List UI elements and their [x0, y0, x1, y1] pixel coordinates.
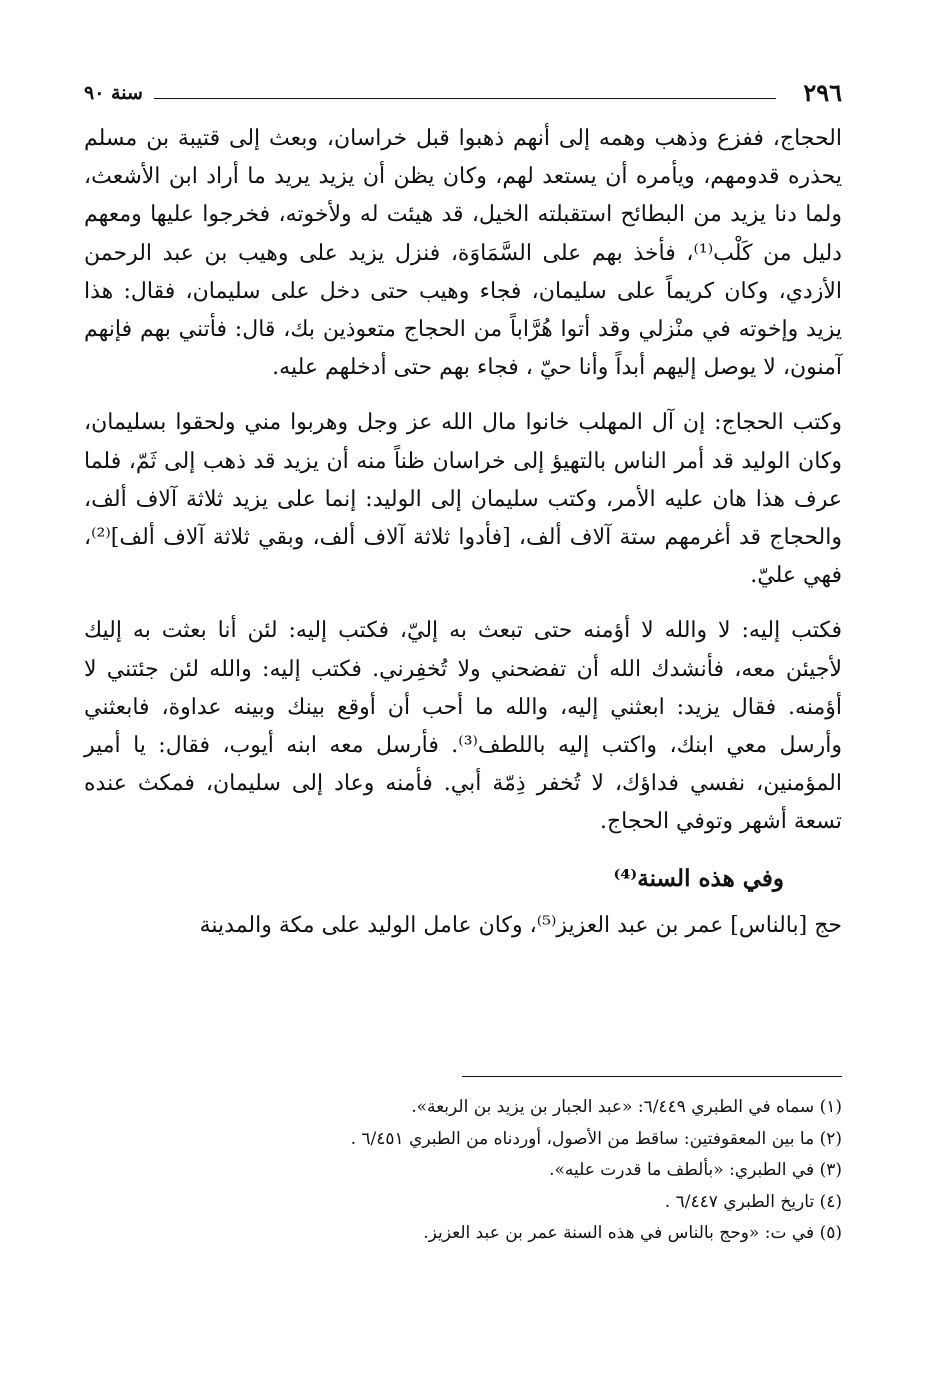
paragraph-2: وكتب الحجاج: إن آل المهلب خانوا مال الله عز وجل وهربوا مني ولحقوا بسليمان، وكان الوليد قد أمر الناس بالتهيؤ إلى خراسان ظناً منه أن يزيد قد ذهب إلى ثَمّ، فلما عرف هذا هان عليه الأمر، وكتب سليمان إلى الوليد: إنما على يزيد ثلاثة آلاف ألف، والحجاج قد أغرمهم ستة آلاف ألف، [فأدوا ثلاثة آلاف ألف، وبقي ثلاثة آلاف ألف]⁽²⁾، فهي عليّ.: [84, 410, 842, 589]
page-header: [84, 78, 842, 108]
footnotes: [84, 1092, 842, 1250]
footnote-5: (٥) في ت: «وحج بالناس في هذه السنة عمر بن عبد العزيز.: [423, 1223, 842, 1243]
main-text: [84, 120, 842, 945]
paragraph-1: الحجاج، ففزع وذهب وهمه إلى أنهم ذهبوا قبل خراسان، وبعث إلى قتيبة بن مسلم يحذره قدومهم، ويأمره أن يستعد لهم، وكان يظن أن يزيد يريد ما أراد ابن الأشعث، ولما دنا يزيد من البطائح استقبلته الخيل، قد هيئت له ولأخوته، فخرجوا عليها ومعهم دليل من كَلْب⁽¹⁾، فأخذ بهم على السَّمَاوَة، فنزل يزيد على وهيب بن عبد الرحمن الأزدي، وكان كريماً على سليمان، فجاء وهيب حتى دخل على سليمان، فقال: هذا يزيد وإخوته في منْزلي وقد أتوا هُرَّاباً من الحجاج متعوذين بك، قال: فأتني بهم فإنهم آمنون، لا يوصل إليهم أبداً وأنا حيّ ، فجاء بهم حتى أدخلهم عليه.: [84, 126, 842, 381]
page-number: ٢٩٦: [803, 78, 842, 107]
footnote-2: (٢) ما بين المعقوفتين: ساقط من الأصول، أوردناه من الطبري ٦/٤٥١ .: [350, 1128, 842, 1149]
paragraph-3: فكتب إليه: لا والله لا أؤمنه حتى تبعث به إليّ، فكتب إليه: لئن أنا بعثت به إليك لأجيئن معه، فأنشدك الله أن تفضحني ولا تُخفِرني. فكتب إليه: والله لئن جئتني لا أؤمنه. فقال يزيد: ابعثني إليه، والله ما أحب أن أوقع بينك وبينه عداوة، فابعثني وأرسل معي ابنك، واكتب إليه باللطف⁽³⁾. فأرسل معه ابنه أيوب، فقال: يا أمير المؤمنين، نفسي فداؤك، لا تُخفر ذِمّة أبي. فأمنه وعاد إلى سليمان، فمكث عنده تسعة أشهر وتوفي الحجاج.: [84, 618, 842, 835]
running-head-year: سنة ٩٠: [84, 82, 143, 104]
footnote-rule: [462, 1076, 842, 1077]
header-rule: [154, 98, 776, 99]
paragraph-4: حج [بالناس] عمر بن عبد العزيز⁽⁵⁾، وكان عامل الوليد على مكة والمدينة: [199, 912, 842, 938]
footnote-3: (٣) في الطبري: «بألطف ما قدرت عليه».: [549, 1160, 842, 1180]
footnote-4: (٤) تاريخ الطبري ٦/٤٤٧ .: [664, 1191, 842, 1212]
section-subheading: وفي هذه السنة⁽⁴⁾: [613, 864, 784, 892]
footnote-1: (١) سماه في الطبري ٦/٤٤٩: «عبد الجبار بن يزيد بن الربعة».: [411, 1097, 842, 1117]
